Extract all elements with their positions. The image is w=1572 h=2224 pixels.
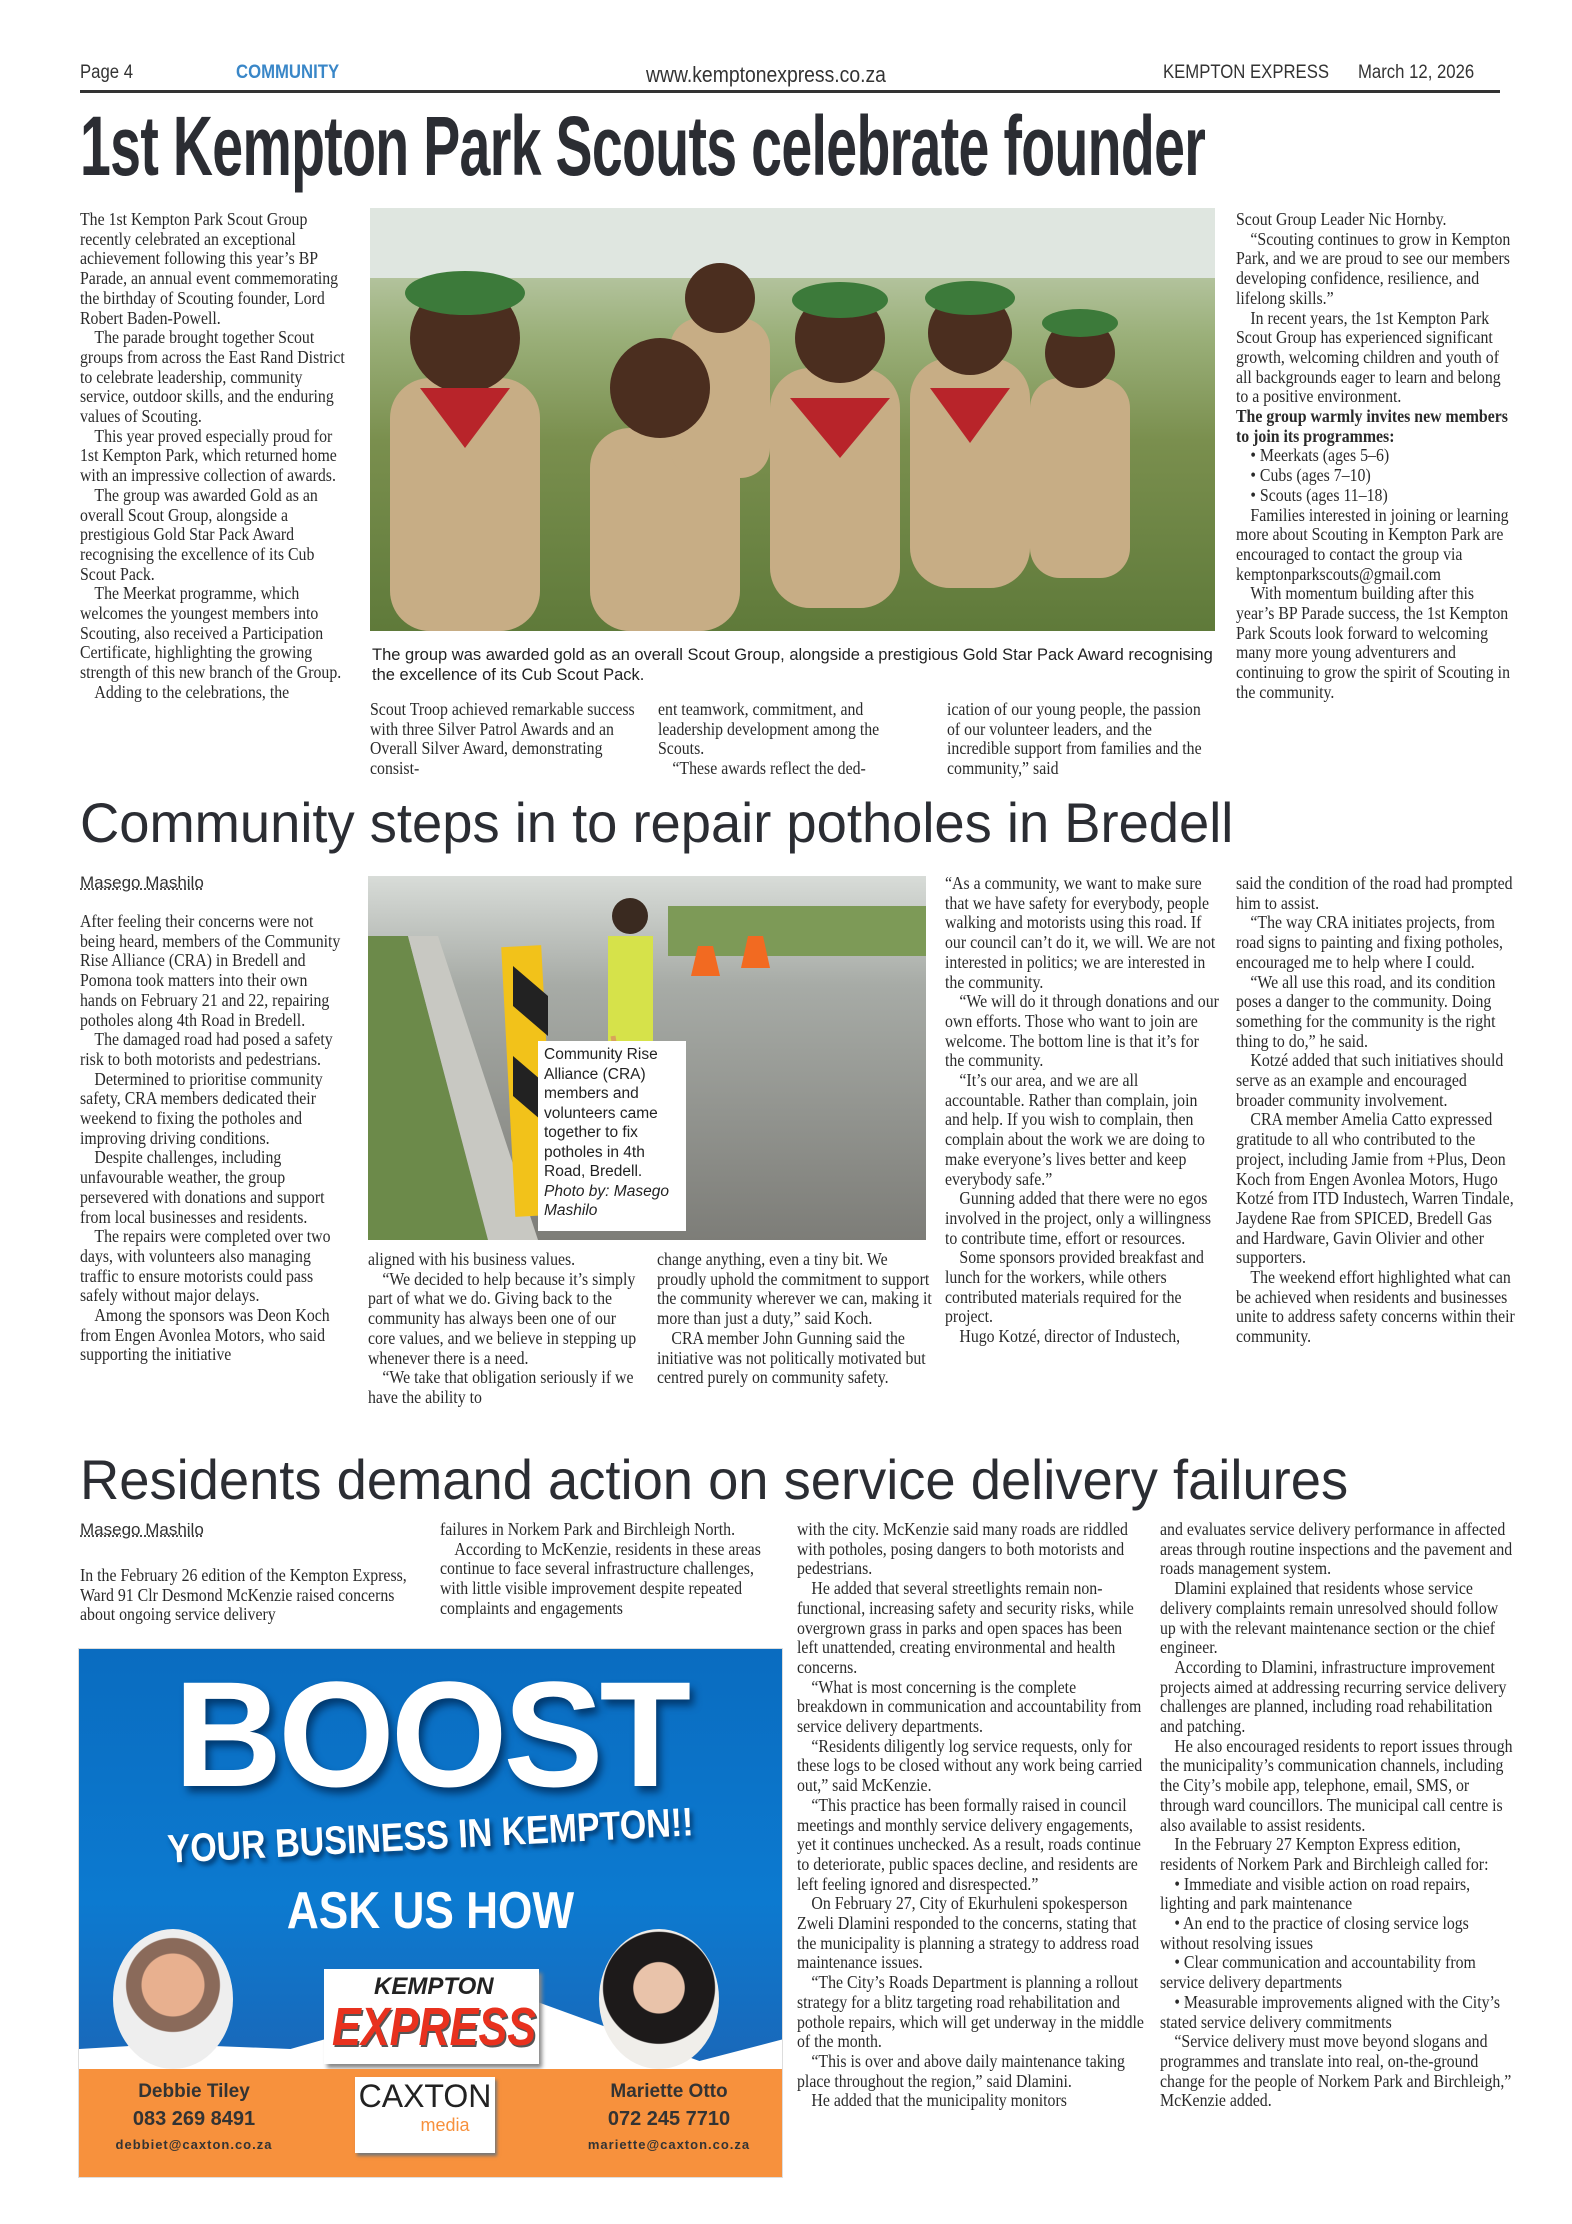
article-column xyxy=(368,1250,643,1440)
paragraph: • Cubs (ages 7–10) xyxy=(1250,465,1371,486)
pothole-photo-caption-box xyxy=(538,1041,686,1231)
paragraph: The group warmly invites new members to join its programmes: xyxy=(1236,406,1508,446)
paragraph: Families interested in joining or learning more about Scouting in Kempton Park are encouraged to contact the group via kemptonparkscouts@gmail.com xyxy=(1236,504,1509,584)
paragraph: With momentum building after this year’s BP Parade success, the 1st Kempton Park Scouts look forward to welcoming many more young adventurers and continuing to grow the spirit of Scouting in the community. xyxy=(1236,583,1511,702)
paper-name: KEMPTON EXPRESS xyxy=(1163,62,1330,83)
paragraph: Despite challenges, including unfavourable weather, the group persevered with donations and support from local businesses and residents. xyxy=(80,1147,325,1227)
paragraph: said the condition of the road had prompted him to assist. xyxy=(1236,874,1513,913)
paragraph: Some sponsors provided breakfast and lunch for the workers, while others contributed materials required for the project. xyxy=(945,1247,1204,1327)
paragraph: “The City’s Roads Department is planning a rollout strategy for a blitz targeting road rehabilitation and pothole repairs, which will get underway in the middle of the month. xyxy=(797,1972,1144,2052)
article-column xyxy=(80,210,348,790)
paragraph: On February 27, City of Ekurhuleni spokesperson Zweli Dlamini responded to the concerns, stating that the municipality is planning a strategy to address road maintenance issues. xyxy=(797,1893,1140,1973)
logo-bottom: EXPRESS xyxy=(332,1997,537,2057)
paragraph: He also encouraged residents to report issues through the municipality’s communication channels, including the City’s mobile app, telephone, email, SMS, or through ward councillors. The municipal call centre is also available to assist residents. xyxy=(1160,1735,1513,1835)
section-label: COMMUNITY xyxy=(236,62,340,83)
paragraph: “This practice has been formally raised in council meetings and monthly service delivery engagements, yet it continues unchecked. As a result, roads continue to deteriorate, public spaces decline, and residents are left feeling ignored and disrespected.” xyxy=(797,1794,1141,1894)
paragraph: “What is most concerning is the complete breakdown in communication and accountability from service delivery departments. xyxy=(797,1676,1142,1737)
paragraph: • Clear communication and accountability from service delivery departments xyxy=(1160,1952,1476,1993)
issue-date: March 12, 2026 xyxy=(1358,62,1475,83)
paragraph: “This is over and above daily maintenance taking place throughout the region,” said Dlamini. xyxy=(797,2050,1125,2091)
article-column xyxy=(947,700,1217,790)
article-column xyxy=(1236,210,1516,790)
paragraph: ent teamwork, commitment, and leadership development among the Scouts. xyxy=(658,700,880,759)
paragraph: Scout Troop achieved remarkable success with three Silver Patrol Awards and an Overall Silver Award, demonstrating consist- xyxy=(370,700,635,779)
paragraph: CRA member Amelia Catto expressed gratitude to all who contributed to the project, including Jamie from +Plus, Deon Koch from Engen Avonlea Motors, Hugo Kotzé from ITD Industech, Warren Tindale, Jaydene Rae from SPICED, Bredell Gas and Hardware, Gavin Olivier and other supporters. xyxy=(1236,1109,1514,1268)
photo-credit: Photo by: Masego Mashilo xyxy=(544,1182,669,1219)
paragraph: After feeling their concerns were not being heard, members of the Community Rise Alliance (CRA) in Bredell and Pomona took matters into their own hands on February 21 and 22, repairing potholes along 4th Road in Bredell. xyxy=(80,912,341,1030)
scouts-photo-caption: The group was awarded gold as an overall Scout Group, alongside a prestigious Gold Star Pack Award recognising the excellence of its Cub Scout Pack. xyxy=(372,646,1213,684)
paragraph: “It’s our area, and we are all accountable. Rather than complain, join and help. If you wish to complain, then complain about the work we are doing to make everyone’s lives better and keep everybody safe.” xyxy=(945,1070,1205,1189)
headline-scouts: 1st Kempton Park Scouts celebrate founder xyxy=(80,99,1206,193)
contact-email[interactable]: debbiet@caxton.co.za xyxy=(115,2137,273,2152)
header-rule xyxy=(80,90,1500,93)
paragraph: • Meerkats (ages 5–6) xyxy=(1250,445,1390,466)
article-column xyxy=(657,1250,932,1440)
contact-phone[interactable]: 083 269 8491 xyxy=(132,2108,256,2130)
contact-phone[interactable]: 072 245 7710 xyxy=(607,2108,731,2130)
paragraph: He added that several streetlights remain non-functional, increasing safety and security risks, while overgrown grass in parks and open spaces has been left unattended, creating environmental and health concerns. xyxy=(797,1578,1134,1677)
paragraph: The weekend effort highlighted what can be achieved when residents and businesses unite to address safety concerns within their community. xyxy=(1236,1267,1515,1347)
contact-mariette xyxy=(554,2079,783,2157)
paragraph: Determined to prioritise community safety, CRA members dedicated their weekend to fixing the potholes and improving driving conditions. xyxy=(80,1068,323,1148)
kempton-express-logo xyxy=(324,1969,539,2064)
scouts-photo xyxy=(370,208,1215,631)
contact-debbie xyxy=(79,2079,309,2157)
pothole-photo xyxy=(368,876,926,1240)
article-column xyxy=(80,912,348,1437)
paragraph: Dlamini explained that residents whose service delivery complaints remain unresolved should follow up with the relevant maintenance section or the chief engineer. xyxy=(1160,1578,1499,1658)
ad-subline: YOUR BUSINESS IN KEMPTON!! xyxy=(166,1800,695,1872)
paragraph: “We all use this road, and its condition poses a danger to the community. Doing something for the community is the right thing to do,” he said. xyxy=(1236,971,1496,1051)
contact-name: Debbie Tiley xyxy=(138,2081,250,2102)
paragraph: The Meerkat programme, which welcomes the youngest members into Scouting, also received a Participation Certificate, highlighting the growing strength of this new branch of the Group. xyxy=(80,583,342,683)
caxton-text: CAXTON xyxy=(358,2078,492,2114)
paragraph: “These awards reflect the ded- xyxy=(672,758,866,779)
article-column xyxy=(1236,874,1516,1439)
paragraph: The group was awarded Gold as an overall Scout Group, alongside a prestigious Gold Star Pack Award recognising the excellence of its Cub Scout Pack. xyxy=(80,484,318,584)
paragraph: Adding to the celebrations, the xyxy=(94,681,290,702)
article-column xyxy=(797,1520,1147,2170)
contact-email[interactable]: mariette@caxton.co.za xyxy=(587,2137,751,2152)
ad-headline: BOOST xyxy=(173,1650,688,1818)
caxton-media-logo xyxy=(355,2077,495,2153)
paragraph: “We decided to help because it’s simply part of what we do. Giving back to the community has always been one of our core values, and we believe in stepping up whenever there is a need. xyxy=(368,1268,637,1368)
paragraph: • Measurable improvements aligned with the City’s stated service delivery commitments xyxy=(1160,1991,1501,2032)
paragraph: CRA member John Gunning said the initiative was not politically motivated but centred purely on community safety. xyxy=(657,1327,926,1388)
paragraph: The repairs were completed over two days, with volunteers also managing traffic to ensure motorists could pass safely without major delays. xyxy=(80,1226,331,1306)
paragraph: “Scouting continues to grow in Kempton Park, and we are proud to see our members developing confidence, resilience, and lifelong skills.” xyxy=(1236,228,1511,308)
paragraph: • Scouts (ages 11–18) xyxy=(1250,484,1388,505)
website-link[interactable]: www.kemptonexpress.co.za xyxy=(646,62,886,87)
paragraph: The damaged road had posed a safety risk to both motorists and pedestrians. xyxy=(80,1029,333,1069)
paragraph: Hugo Kotzé, director of Industech, xyxy=(959,1326,1181,1347)
paragraph: Gunning added that there were no egos involved in the project, only a willingness to contribute time, effort or resources. xyxy=(945,1188,1212,1248)
article-column xyxy=(370,700,640,790)
paragraph: ication of our young people, the passion of our volunteer leaders, and the incredible support from families and the community,” said xyxy=(947,700,1202,779)
paragraph: In the February 27 Kempton Express edition, residents of Norkem Park and Birchleigh called for: xyxy=(1160,1834,1489,1874)
paragraph: In recent years, the 1st Kempton Park Scout Group has experienced significant growth, welcoming children and youth of all backgrounds eager to learn and belong to a positive environment. xyxy=(1236,307,1501,407)
paragraph: According to McKenzie, residents in these areas continue to face several infrastructure challenges, with little visible improvement despite repeated complaints and engagements xyxy=(440,1538,761,1618)
paragraph: The 1st Kempton Park Scout Group recently celebrated an exceptional achievement following this year’s BP Parade, an annual event commemorating the birthday of Scouting founder, Lord Robert Baden-Powell. xyxy=(80,210,339,328)
paragraph: The parade brought together Scout groups from across the East Rand District to celebrate leadership, community service, outdoor skills, and the enduring values of Scouting. xyxy=(80,327,345,427)
paragraph: “Residents diligently log service requests, only for these logs to be closed without any work being carried out,” said McKenzie. xyxy=(797,1735,1143,1796)
paragraph: with the city. McKenzie said many roads are riddled with potholes, posing dangers to both motorists and pedestrians. xyxy=(797,1520,1128,1579)
paragraph: He added that the municipality monitors xyxy=(811,2090,1067,2111)
paragraph: • An end to the practice of closing service logs without resolving issues xyxy=(1160,1913,1469,1953)
paragraph: Scout Group Leader Nic Hornby. xyxy=(1236,210,1447,229)
ad-cta: ASK US HOW xyxy=(286,1882,575,1940)
paragraph: According to Dlamini, infrastructure improvement projects aimed at addressing recurring service delivery challenges are planned, including road rehabilitation and patching. xyxy=(1160,1656,1507,1737)
paragraph: “We take that obligation seriously if we have the ability to xyxy=(368,1367,634,1407)
byline[interactable]: Masego Mashilo xyxy=(80,873,204,892)
paragraph: “We will do it through donations and our own efforts. Those who want to join are welcome. The bottom line is that it’s for the community. xyxy=(945,991,1219,1071)
paragraph: “The way CRA initiates projects, from road signs to painting and fixing potholes, encouraged me to help where I could. xyxy=(1236,912,1503,972)
mariette-otto-photo xyxy=(599,1929,719,2069)
paragraph: • Immediate and visible action on road repairs, lighting and park maintenance xyxy=(1160,1873,1471,1914)
caxton-sub: media xyxy=(420,2115,470,2135)
paragraph: change anything, even a tiny bit. We proudly uphold the commitment to support the community wherever we can, making it more than just a duty,” said Koch. xyxy=(657,1250,932,1329)
logo-top: KEMPTON xyxy=(374,1973,494,2000)
article-column xyxy=(1160,1520,1516,2170)
paragraph: “As a community, we want to make sure that we have safety for everybody, people walking and motorists using this road. If our council can’t do it, we will. We are not interested in politics; we are interested in the community. xyxy=(945,874,1216,992)
paragraph: aligned with his business values. xyxy=(368,1250,576,1269)
article-column xyxy=(658,700,928,790)
byline[interactable]: Masego Mashilo xyxy=(80,1520,204,1539)
pothole-photo-caption: Community Rise Alliance (CRA) members and volunteers came together to fix potholes in 4th Road, Bredell. xyxy=(544,1046,658,1180)
article-column xyxy=(440,1520,785,1635)
contact-name: Mariette Otto xyxy=(610,2081,728,2102)
headline-service-delivery: Residents demand action on service delivery failures xyxy=(80,1448,1349,1511)
paragraph: Kotzé added that such initiatives should serve as an example and encouraged broader community involvement. xyxy=(1236,1050,1504,1110)
page-number: Page 4 xyxy=(80,62,134,83)
paragraph: Among the sponsors was Deon Koch from Engen Avonlea Motors, who said supporting the initiative xyxy=(80,1305,330,1365)
paragraph: failures in Norkem Park and Birchleigh North. xyxy=(440,1520,736,1539)
paragraph: In the February 26 edition of the Kempton Express, Ward 91 Clr Desmond McKenzie raised concerns about ongoing service delivery xyxy=(80,1566,407,1625)
debbie-tiley-photo xyxy=(113,1929,233,2069)
article-column xyxy=(80,1566,425,1636)
headline-potholes: Community steps in to repair potholes in Bredell xyxy=(80,791,1234,854)
paragraph: “Service delivery must move beyond slogans and programmes and translate into real, on-the-ground change for the people of Norkem Park and Birchleigh,” McKenzie added. xyxy=(1160,2031,1512,2111)
paragraph: This year proved especially proud for 1st Kempton Park, which returned home with an impressive collection of awards. xyxy=(80,425,337,486)
article-column xyxy=(945,874,1220,1439)
advertisement[interactable] xyxy=(78,1648,783,2178)
paragraph: and evaluates service delivery performance in affected areas through routine inspections and the pavement and roads management system. xyxy=(1160,1520,1513,1579)
